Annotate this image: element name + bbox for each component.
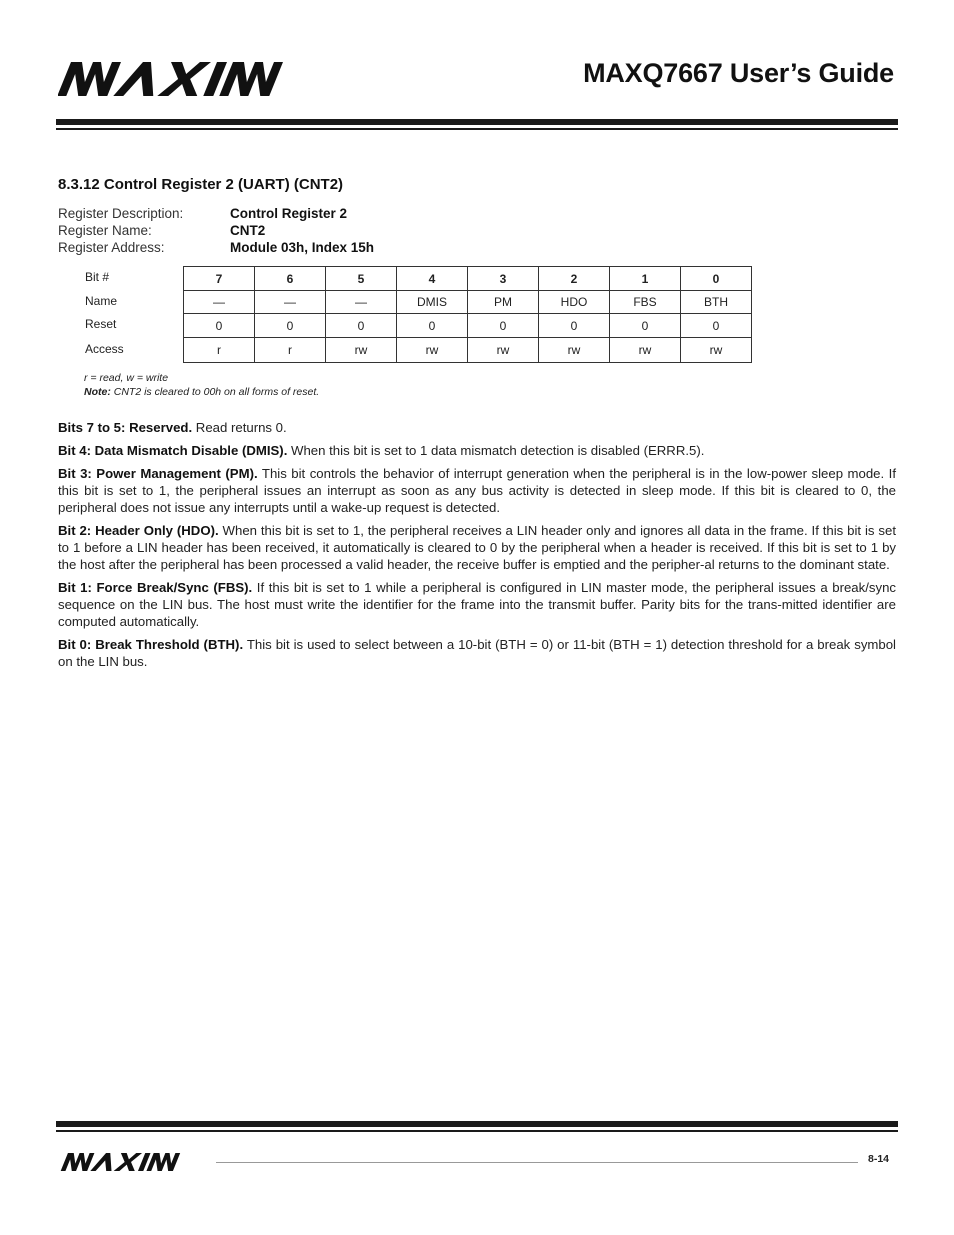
table-cell: 1 — [610, 267, 681, 291]
table-cell: rw — [326, 338, 397, 363]
maxim-logo — [58, 62, 326, 96]
bit-description — [58, 579, 896, 630]
register-name-value: CNT2 — [230, 223, 266, 238]
note-text: CNT2 is cleared to 00h on all forms of reset. — [110, 386, 320, 398]
table-row-access — [184, 338, 752, 363]
maxim-logo — [58, 1153, 206, 1171]
table-cell: BTH — [681, 291, 752, 314]
table-cell: 2 — [539, 267, 610, 291]
bit-description — [58, 419, 896, 436]
register-address-value: Module 03h, Index 15h — [230, 240, 375, 255]
table-cell: r — [255, 338, 326, 363]
table-cell: 0 — [397, 314, 468, 338]
bit-description-text: This bit controls the behavior of interrupt generation when the peripheral is in the low-power sleep mode. If this bit is set to 1, the peripheral issues an interrupt as soon as any bus activity is detected in sleep mode. If this bit is cleared to 0, the peripheral does not issue any interrupts until a wake-up request is detected. — [58, 466, 896, 515]
row-label-bit: Bit # — [85, 270, 110, 284]
bit-descriptions — [58, 419, 896, 676]
table-cell: 0 — [610, 314, 681, 338]
bit-description-text: If this bit is set to 1 while a peripheral is configured in LIN master mode, the peripheral issues a break/sync sequence on the LIN bus. The host must write the identifier for the frame into the transmit buffer. Parity bits for the trans-mitted identifier are computed automatically. — [58, 580, 896, 629]
table-cell: rw — [468, 338, 539, 363]
register-address-row — [58, 239, 374, 256]
table-cell: 0 — [326, 314, 397, 338]
register-name-label: Register Name: — [58, 223, 152, 238]
table-cell: 4 — [397, 267, 468, 291]
bit-table — [183, 266, 752, 363]
row-label-access: Access — [85, 342, 124, 356]
footer-divider — [216, 1162, 858, 1163]
table-cell: 0 — [539, 314, 610, 338]
page-number: 8-14 — [868, 1153, 890, 1165]
table-row-bit-number — [184, 267, 752, 291]
bit-description-text: This bit is used to select between a 10-bit (BTH = 0) or 11-bit (BTH = 1) detection threshold for a break symbol on the LIN bus. — [58, 637, 896, 669]
table-cell: rw — [681, 338, 752, 363]
table-cell: r — [184, 338, 255, 363]
table-cell: 6 — [255, 267, 326, 291]
table-row-reset — [184, 314, 752, 338]
note-label: Note: — [84, 386, 111, 398]
table-cell: 0 — [184, 314, 255, 338]
table-cell: rw — [397, 338, 468, 363]
table-legend — [84, 371, 319, 399]
register-description-label: Register Description: — [58, 206, 184, 221]
bit-description-title: Bit 4: Data Mismatch Disable (DMIS). — [58, 443, 288, 458]
register-info — [58, 205, 374, 256]
document-title: MAXQ7667 User’s Guide — [583, 58, 894, 88]
bit-description — [58, 522, 896, 573]
section-heading: 8.3.12 Control Register 2 (UART) (CNT2) — [58, 176, 344, 193]
footer-rule-thick — [56, 1121, 898, 1127]
table-cell: 0 — [468, 314, 539, 338]
header-rule-thick — [56, 119, 898, 125]
table-cell: — — [255, 291, 326, 314]
table-cell: 0 — [681, 314, 752, 338]
table-note — [84, 385, 319, 399]
table-cell: PM — [468, 291, 539, 314]
row-label-name: Name — [85, 294, 118, 308]
register-address-label: Register Address: — [58, 240, 165, 255]
bit-description-title: Bit 3: Power Management (PM). — [58, 466, 258, 481]
table-cell: 0 — [681, 267, 752, 291]
table-cell: rw — [539, 338, 610, 363]
bit-description-text: When this bit is set to 1, the peripheral receives a LIN header only and ignores all data in the frame. If this bit is set to 1 before a LIN header has been received, it automatically is cleared to 0 by the peripheral when a header is received. If this bit is set to 1 by the host after the peripheral has been processed a valid header, the receive buffer is emptied and the peripher-al returns to the dominant state. — [58, 523, 896, 572]
bit-description-text: Read returns 0. — [192, 420, 287, 435]
bit-description — [58, 636, 896, 670]
register-description-value: Control Register 2 — [230, 206, 348, 221]
bit-description-title: Bit 0: Break Threshold (BTH). — [58, 637, 244, 652]
register-description-row — [58, 205, 374, 222]
table-row-name — [184, 291, 752, 314]
row-label-reset: Reset — [85, 317, 117, 331]
table-cell: 7 — [184, 267, 255, 291]
table-cell: rw — [610, 338, 681, 363]
bit-description-title: Bit 1: Force Break/Sync (FBS). — [58, 580, 253, 595]
access-legend: r = read, w = write — [84, 372, 169, 384]
table-cell: — — [184, 291, 255, 314]
bit-description — [58, 465, 896, 516]
bit-description — [58, 442, 896, 459]
table-cell: — — [326, 291, 397, 314]
register-name-row — [58, 222, 374, 239]
table-cell: FBS — [610, 291, 681, 314]
bit-description-title: Bit 2: Header Only (HDO). — [58, 523, 219, 538]
bit-description-title: Bits 7 to 5: Reserved. — [58, 420, 193, 435]
table-cell: 0 — [255, 314, 326, 338]
footer-rule-thin — [56, 1130, 898, 1132]
table-cell: 3 — [468, 267, 539, 291]
table-cell: HDO — [539, 291, 610, 314]
table-cell: DMIS — [397, 291, 468, 314]
header-rule-thin — [56, 128, 898, 130]
bit-description-text: When this bit is set to 1 data mismatch detection is disabled (ERRR.5). — [287, 443, 705, 458]
table-cell: 5 — [326, 267, 397, 291]
